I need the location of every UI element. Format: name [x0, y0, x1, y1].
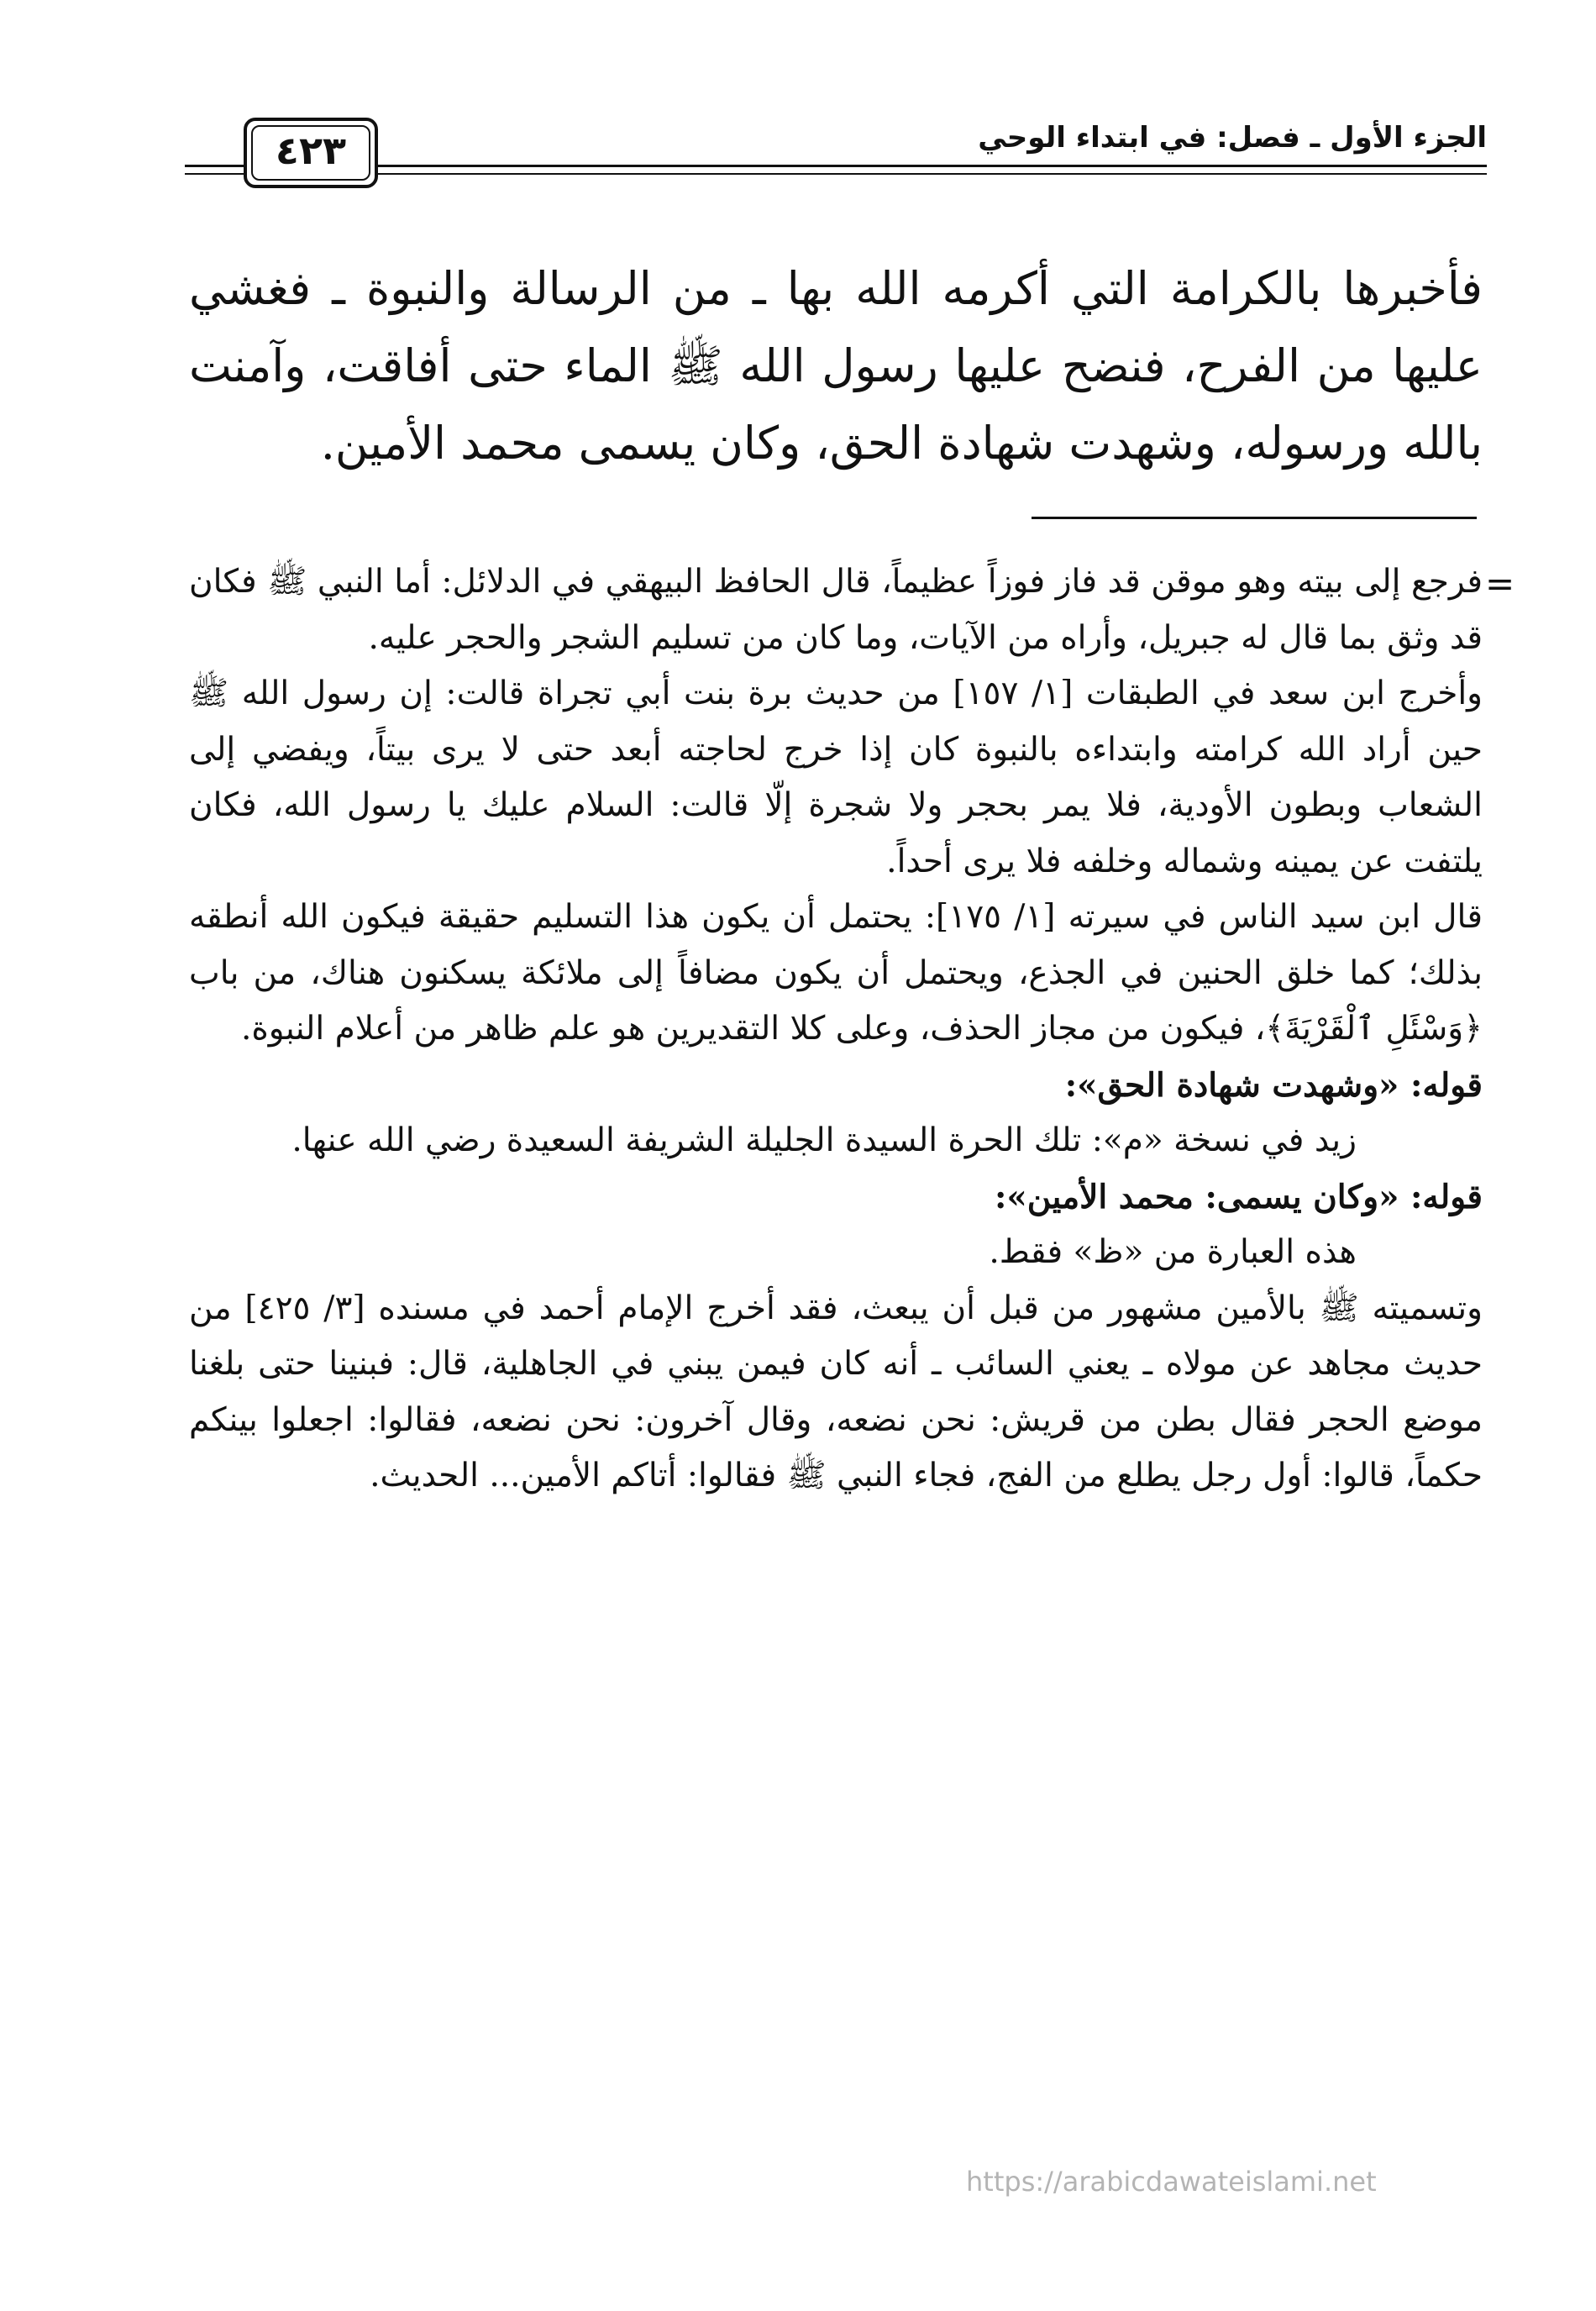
main-text: فأخبرها بالكرامة التي أكرمه الله بها ـ من الرسالة والنبوة ـ فغشي عليها من الفرح، فنضح عليها رسول الله ﷺ الماء حتى أفاقت، وآمنت بالله ورسوله، وشهدت شهادة الحق، وكان يسمى محمد الأمين. — [189, 262, 1483, 470]
watermark-url: https://arabicdawateislami.net — [966, 2166, 1377, 2198]
page-number: ٤٢٣ — [275, 128, 347, 173]
header-rule-double — [185, 173, 1487, 175]
footnote-paragraph: وأخرج ابن سعد في الطبقات [١/ ١٥٧] من حديث برة بنت أبي تجراة قالت: إن رسول الله ﷺ حين أراد الله كرامته وابتداءه بالنبوة كان إذا خرج لحاجته أبعد حتى لا يرى بيتاً، ويفضي إلى الشعاب وبطون الأودية، فلا يمر بحجر ولا شجرة إلّا قالت: السلام عليك يا رسول الله، فكان يلتفت عن يمينه وشماله وخلفه فلا يرى أحداً. — [189, 675, 1483, 880]
commentary-text: زيد في نسخة «م»: تلك الحرة السيدة الجليلة الشريفة السعيدة رضي الله عنها. — [291, 1121, 1357, 1159]
page-header — [185, 109, 1487, 189]
footnotes — [189, 554, 1483, 1505]
commentary-heading: قوله: «وشهدت شهادة الحق»: — [1064, 1065, 1483, 1105]
commentary-heading: قوله: «وكان يسمى: محمد الأمين»: — [995, 1177, 1483, 1216]
page-number-frame — [244, 118, 378, 188]
header-rule — [185, 165, 1487, 167]
footnote-separator — [1032, 517, 1477, 519]
running-title: الجزء الأول ـ فصل: في ابتداء الوحي — [966, 121, 1487, 155]
commentary-text: هذه العبارة من «ظ» فقط. — [989, 1233, 1357, 1271]
footnote-paragraph: فرجع إلى بيته وهو موقن قد فاز فوزاً عظيماً، قال الحافظ البيهقي في الدلائل: أما النبي ﷺ فكان قد وثق بما قال له جبريل، وأراه من الآيات، وما كان من تسليم الشجر والحجر عليه. — [189, 563, 1483, 657]
commentary-text: وتسميته ﷺ بالأمين مشهور من قبل أن يبعث، فقد أخرج الإمام أحمد في مسنده [٣/ ٤٢٥] من حديث مجاهد عن مولاه ـ يعني السائب ـ أنه كان فيمن يبني في الجاهلية، قال: فبنينا حتى بلغنا موضع الحجر فقال بطن من قريش: نحن نضعه، وقال آخرون: نحن نضعه، فقالوا: اجعلوا بينكم حكماً، قالوا: أول رجل يطلع من الفج، فجاء النبي ﷺ فقالوا: أتاكم الأمين... الحديث. — [189, 1289, 1483, 1494]
continuation-mark: = — [1485, 563, 1515, 604]
footnote-paragraph: قال ابن سيد الناس في سيرته [١/ ١٧٥]: يحتمل أن يكون هذا التسليم حقيقة فيكون الله أنطقه بذلك؛ كما خلق الحنين في الجذع، ويحتمل أن يكون مضافاً إلى ملائكة يسكنون هناك، من باب ﴿وَسْئَلِ ٱلْقَرْيَةَ﴾، فيكون من مجاز الحذف، وعلى كلا التقديرين هو علم ظاهر من أعلام النبوة. — [189, 898, 1483, 1048]
